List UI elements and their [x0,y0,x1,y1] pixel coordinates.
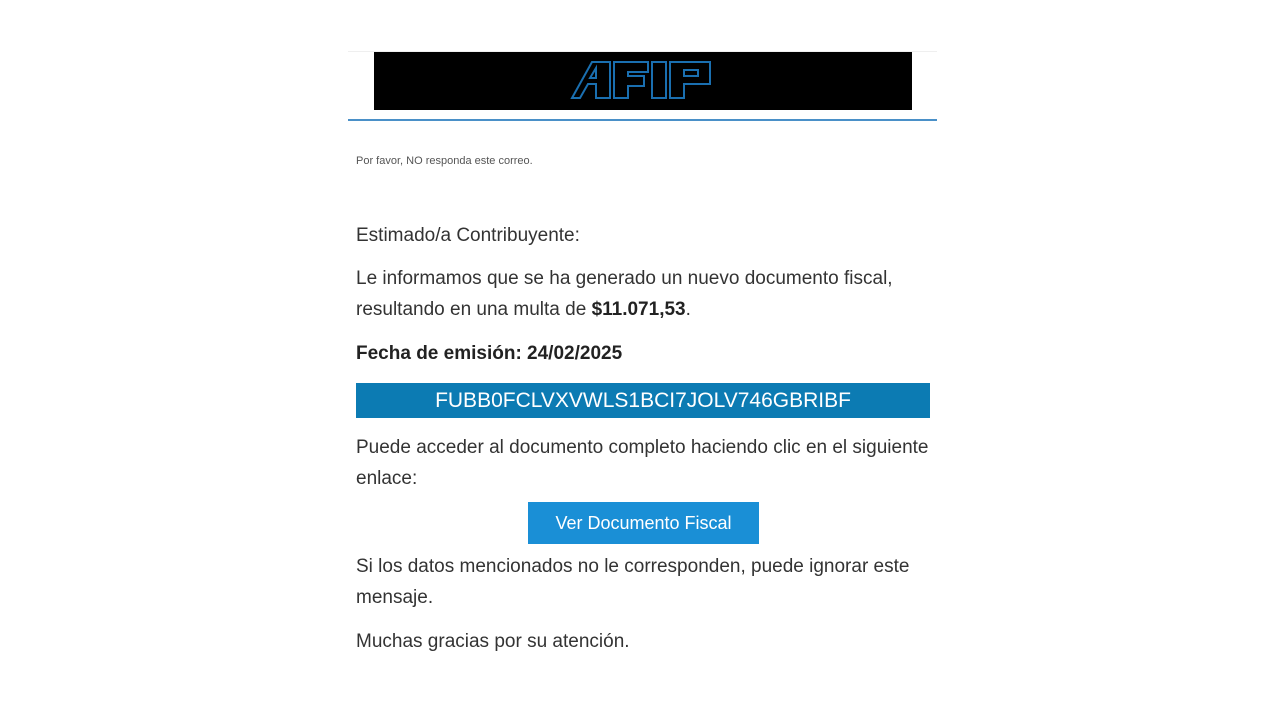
fine-notice [356,263,936,325]
access-instructions: Puede acceder al documento completo haciendo clic en el siguiente enlace: [356,437,929,489]
issue-date [356,338,936,369]
afip-logo [374,52,912,110]
afip-logo-icon [570,58,716,102]
header-divider [348,119,937,121]
issue-date-value: 24/02/2025 [527,343,623,364]
view-document-button[interactable]: Ver Documento Fiscal [528,502,759,544]
fine-notice-text: Le informamos que se ha generado un nuevo documento fiscal, resultando en una multa de [356,268,893,320]
fine-amount: $11.071,53 [591,299,686,320]
document-code: FUBB0FCLVXVWLS1BCI7JOLV746GBRIBF [356,383,930,418]
issue-date-label: Fecha de emisión: [356,343,528,364]
thanks-message: Muchas gracias por su atención. [356,631,630,652]
greeting: Estimado/a Contribuyente: [356,225,580,246]
ignore-notice: Si los datos mencionados no le corresponden, puede ignorar este mensaje. [356,556,910,608]
fine-notice-suffix: . [685,299,691,320]
no-reply-notice: Por favor, NO responda este correo. [356,155,533,167]
